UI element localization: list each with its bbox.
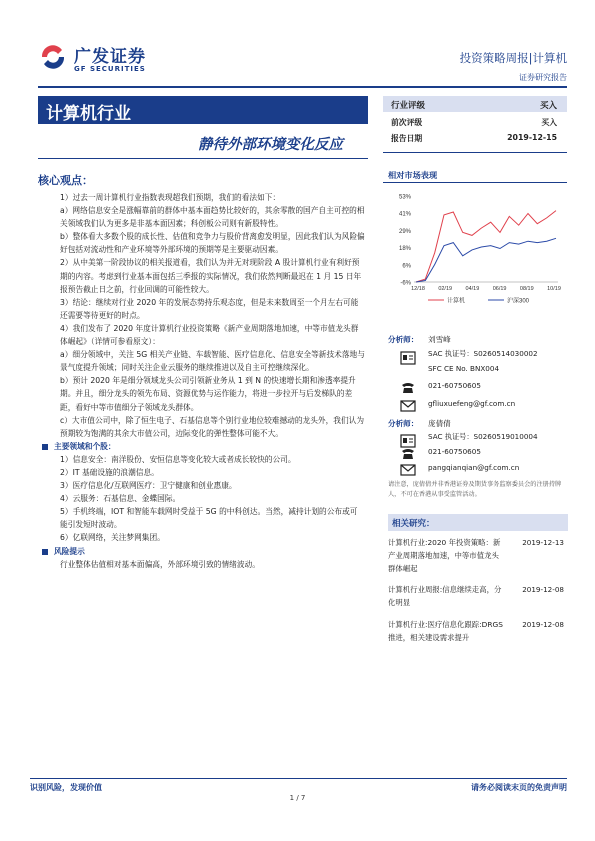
core-body [54,191,365,571]
focus-heading-text: 主要领域和个股： [54,441,116,451]
paragraph: c）大市值公司中，除了恒生电子、石基信息等个别行业地位较难撼动的龙头外，我们认为预期较为饱满的其余大市值公司，边际变化的弹性整体可能不大。 [60,415,365,438]
rating-value: 买入 [541,118,557,127]
disclaimer-note: 请注意，庞倩倩并非香港证券及期货事务监察委员会的注册持牌人，不可在香港从事受监管活动。 [388,481,562,498]
sfc-number: SFC CE No. BNX004 [428,364,500,373]
report-title: 静待外部环境变化反应 [198,136,343,153]
industry-banner [38,96,368,124]
y-tick-label: 29% [398,228,411,235]
performance-divider [383,182,567,183]
core-heading: 核心观点： [38,174,93,187]
bullet-icon [42,444,48,450]
page-number: 1 / 7 [289,794,306,802]
analyst-name: 刘雪峰 [428,335,451,344]
rating-row [383,130,567,146]
paragraph: 4）我们发布了 2020 年度计算机行业投资策略《新产业周期落地加速，中等市值龙头群体崛起》（详情可参看原文）： [60,323,359,347]
document-subtype: 证券研究报告 [519,73,567,82]
risk-heading [42,545,365,558]
related-item-date: 2019-12-08 [522,585,564,594]
x-tick-label: 06/19 [492,286,507,292]
phone-number: 021-60750605 [428,381,481,390]
email-address[interactable]: pangqianqian@gf.com.cn [428,463,520,472]
legend-label: 沪深300 [507,298,530,305]
rating-value: 2019-12-15 [507,133,557,142]
bullet-icon [42,549,48,555]
paragraph: a）网络信息安全是涨幅靠前的群体中基本面趋势比较好的，其余零散的国产自主可控的相关领域我们认为更多是非基本面因素；科创板公司则有新股特性。 [60,206,365,229]
focus-item: 1）信息安全：南洋股份、安恒信息等变化较大或者成长较快的公司。 [60,454,296,464]
focus-item: 2）IT 基础设施的浪潮信息。 [60,467,159,477]
risk-text: 行业整体估值相对基本面偏高，外部环境引致的情绪波动。 [60,559,260,569]
related-item[interactable] [388,583,564,609]
related-item[interactable] [388,536,564,575]
focus-item: 6）亿联网络，关注梦网集团。 [60,533,165,543]
footer-slogan: 识别风险，发现价值 [30,783,102,792]
rating-value: 买入 [539,101,557,111]
gf-logo-mark-icon [38,42,68,72]
y-tick-label: 53% [398,194,411,201]
y-tick-label: 6% [402,263,411,270]
focus-item: 3）医疗信息化/互联网医疗：卫宁健康和创业惠康。 [60,481,237,491]
rating-row [383,114,567,130]
gf-logo [38,40,168,82]
related-item-date: 2019-12-08 [522,620,564,629]
analyst-name: 庞倩倩 [428,419,451,428]
x-tick-label: 08/19 [519,286,534,292]
phone-icon [400,381,416,395]
focus-item: 5）手机终端，IOT 和智能车载网时受益于 5G 的中科创达。当然，减持计划的公布或可能引发短时波动。 [60,507,358,530]
analyst-block [388,330,568,470]
performance-chart [388,190,564,308]
email-address[interactable]: gfliuxuefeng@gf.com.cn [428,399,516,408]
x-tick-label: 02/19 [438,286,453,292]
header-divider [38,86,567,88]
sac-number: SAC 执证号：S0260514030002 [428,349,538,358]
rating-label: 前次评级 [391,118,423,127]
rating-label: 报告日期 [391,134,423,143]
analyst-label: 分析师： [388,419,419,428]
id-card-icon [400,434,416,448]
related-item-title: 计算机行业:2020 年投资策略：新产业周期落地加速，中等市值龙头群体崛起 [388,538,501,573]
document-type: 投资策略周报|计算机 [459,51,567,65]
related-item-title: 计算机行业:医疗信息化跟踪:DRGS 推进，相关建设需求提升 [388,620,503,642]
y-tick-label: 41% [398,211,411,218]
title-divider [38,158,368,159]
focus-item: 4）云服务：石基信息、金蝶国际。 [60,494,181,504]
logo-text-en: GF SECURITIES [74,65,146,73]
related-item-title: 计算机行业周报:信息继续走高，分化明显 [388,585,502,607]
x-tick-label: 12/18 [411,286,425,292]
performance-heading: 相对市场表现 [388,170,438,180]
paragraph: 3）结论：继续对行业 2020 年的发展态势持乐观态度，但是未来数周至一个月左右可能还需要等待更好的时点。 [60,297,359,320]
phone-icon [400,447,416,461]
paragraph: 2）从中美第一阶段协议的相关报道看，我们认为并无对现阶段 A 股计算机行业有利好预期的内容。考虑到行业基本面包括三季报的实际情况，我们依然判断最迟在 1 月 15 日年报预告截止日之前，行业回调的可能性较大。 [60,258,362,294]
sac-number: SAC 执证号：S0260519010004 [428,432,538,441]
analyst-label: 分析师： [388,335,419,344]
rating-box [383,96,567,148]
y-tick-label: -6% [400,280,411,287]
industry-title: 计算机行业 [46,104,131,124]
rating-row [383,96,567,112]
id-card-icon [400,351,416,365]
footer-disclaimer-link: 请务必阅读末页的免责声明 [471,783,567,792]
paragraph: b）整体看大多数个股的成长性、估值和竞争力与股价背离愈发明显，因此我们认为风险偏好包括对流动性和产业环境等外部环境的预期等是主要驱动因素。 [60,232,365,255]
related-heading: 相关研究： [388,514,568,531]
x-tick-label: 10/19 [547,286,561,292]
phone-number: 021-60750605 [428,447,481,456]
email-icon [400,399,416,413]
page-header [0,0,595,90]
paragraph: b）预计 2020 年是细分领域龙头公司引领新业务从 1 到 N 的快速增长期和渗透率提升期。并且，细分龙头的领先布局、资源优势与运作能力，将进一步拉开与后发梯队的差距，看好中等市值细分子领域龙头群体。 [60,376,356,412]
logo-text-cn: 广发证券 [74,47,146,67]
related-item[interactable] [388,618,564,644]
x-tick-label: 04/19 [465,286,480,292]
focus-heading [42,440,365,453]
related-item-date: 2019-12-13 [522,538,564,547]
rating-divider [383,152,567,153]
y-tick-label: 18% [398,246,411,253]
paragraph: 1）过去一周计算机行业指数表现超我们预期，我们的看法如下： [60,193,281,202]
performance-chart-svg [388,190,564,308]
paragraph: a）细分领域中，关注 5G 相关产业链、车载智能、医疗信息化、信息安全等新技术落地与景气度提升领域；同时关注企业云服务的继续推进以及自主可控继续深化。 [60,350,365,373]
email-icon [400,463,416,477]
rating-label: 行业评级 [391,101,426,111]
footer-divider [30,778,567,779]
risk-heading-text: 风险提示 [54,546,85,556]
legend-label: 计算机 [447,298,466,305]
